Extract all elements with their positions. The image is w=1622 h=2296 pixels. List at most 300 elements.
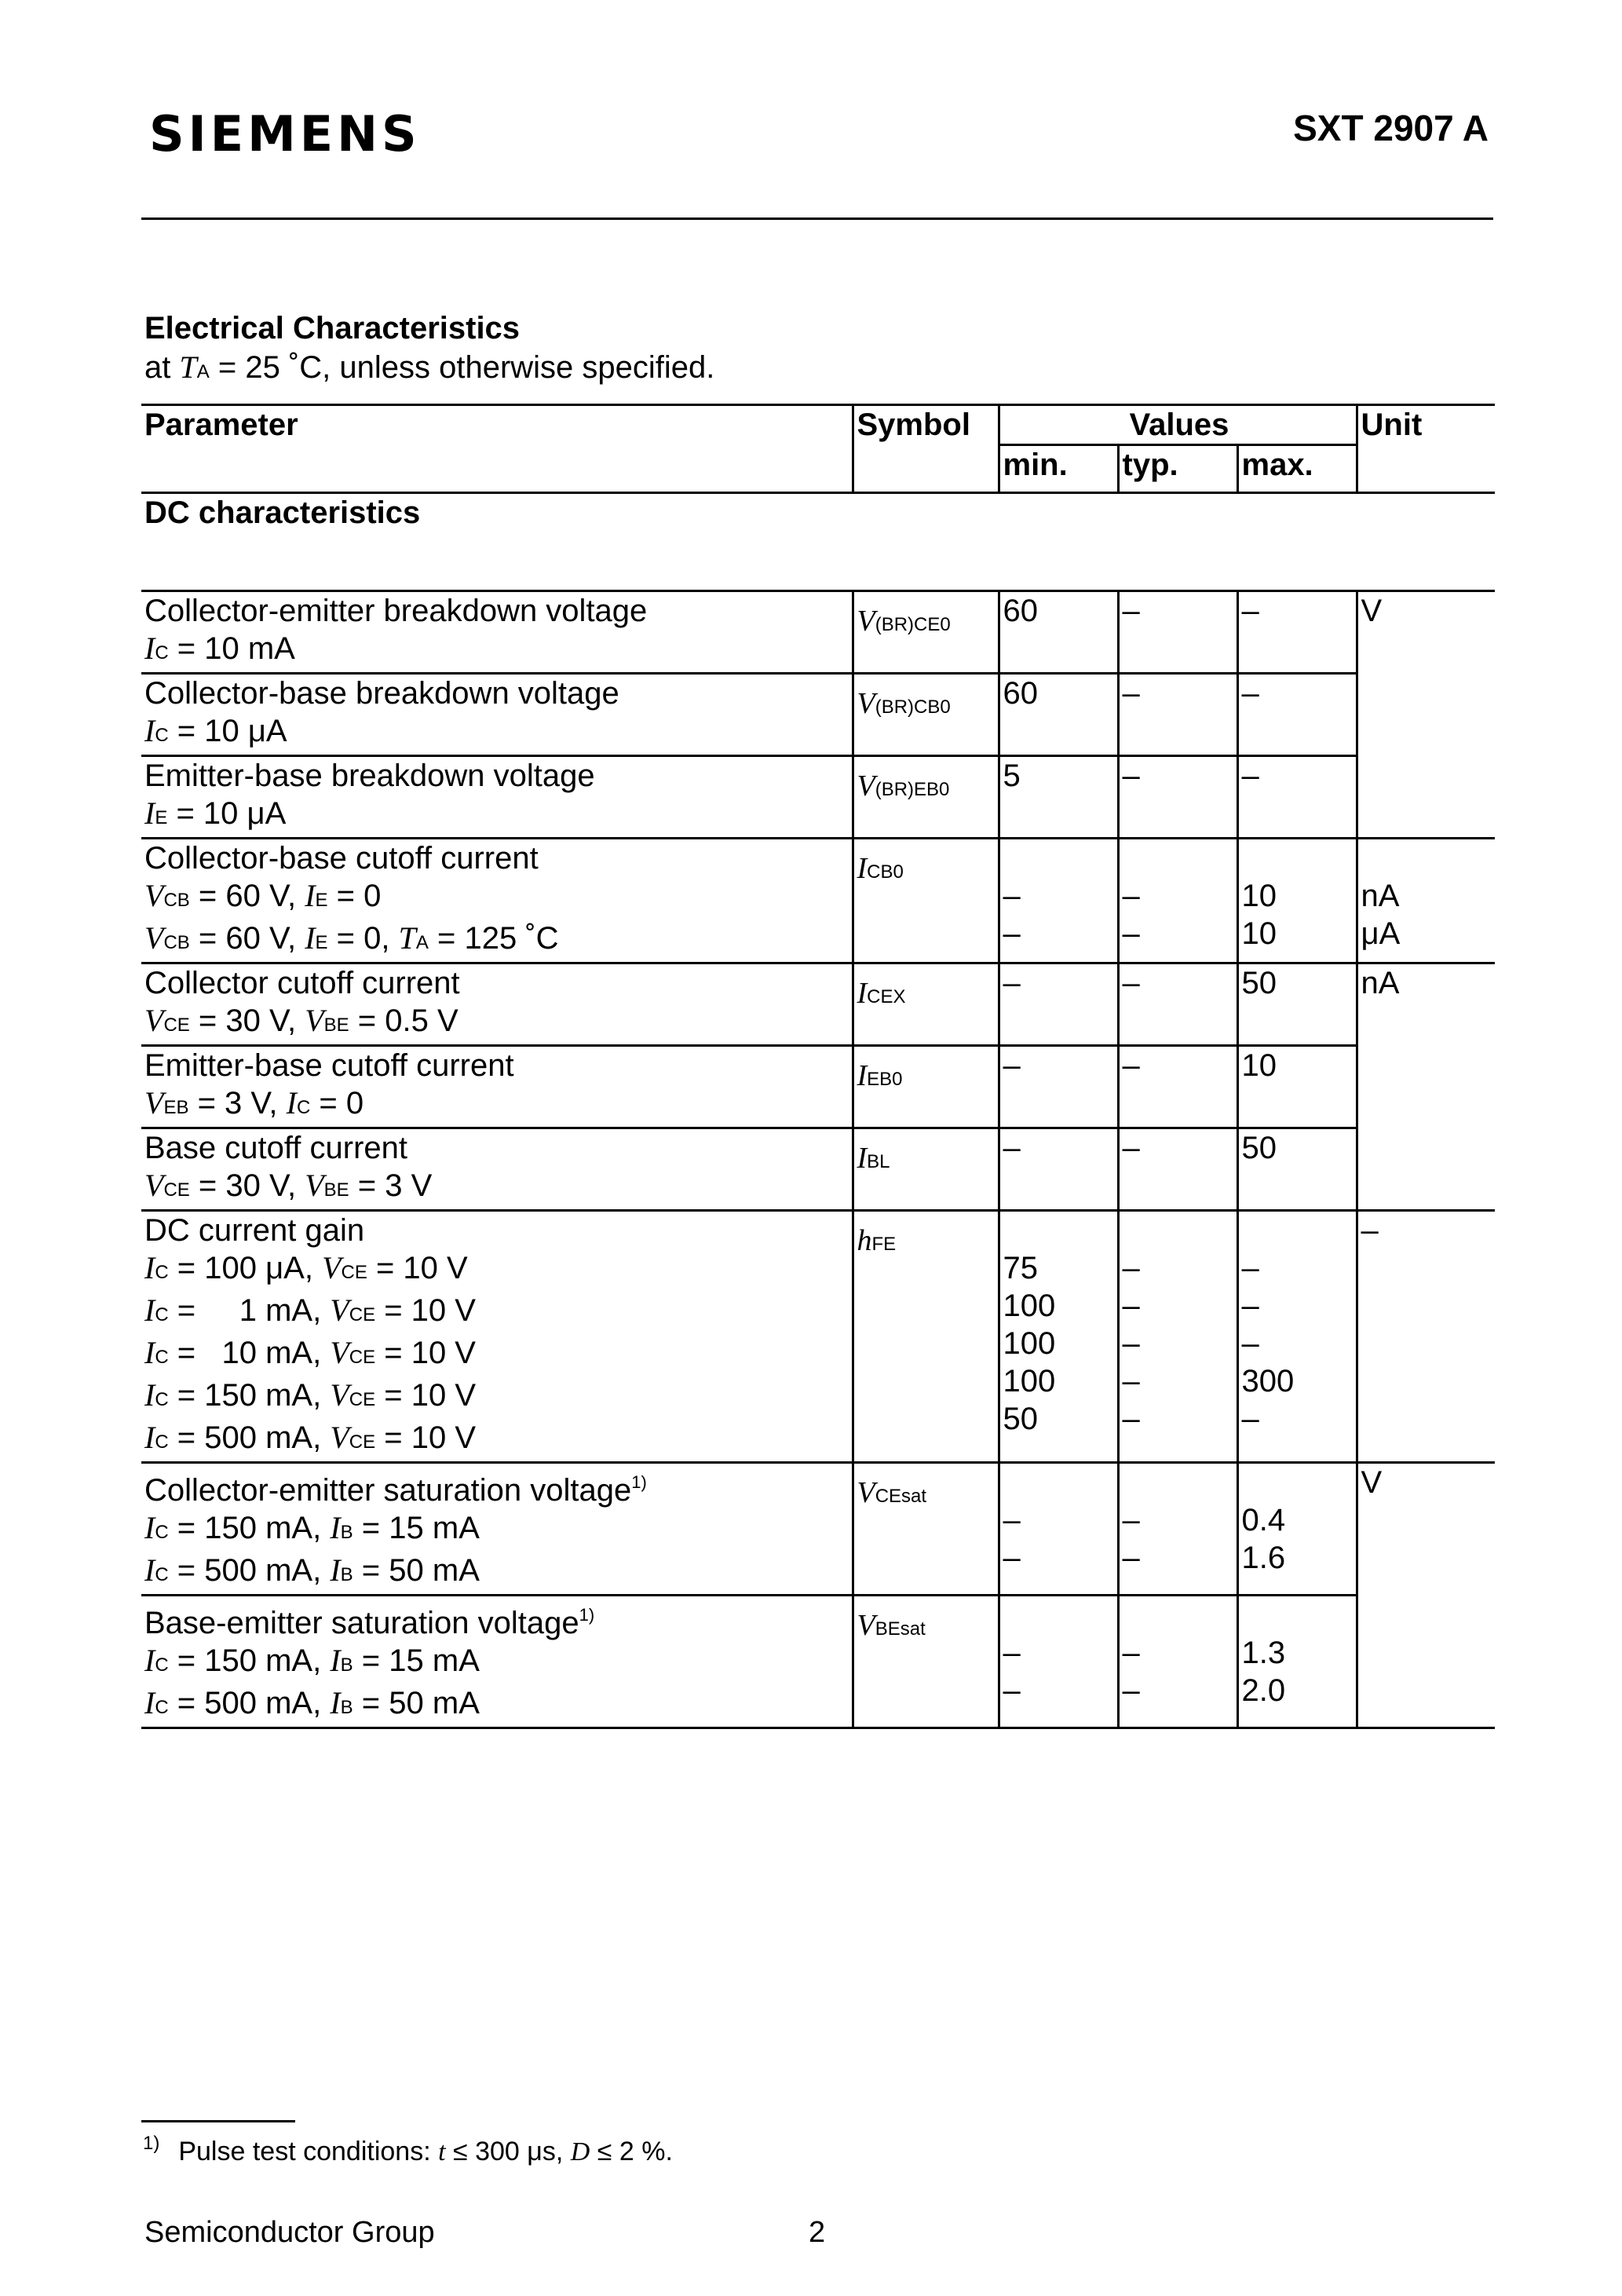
- min-cell: [999, 963, 1118, 1046]
- value-line: [1003, 1464, 1117, 1501]
- text-run: –: [1122, 1673, 1140, 1708]
- value-line: [1003, 1672, 1117, 1709]
- value-line: [1123, 1400, 1237, 1438]
- max-cell: [1237, 1128, 1357, 1211]
- text-run: = 500 mA,: [168, 1686, 331, 1720]
- text-run: DC current gain: [144, 1213, 365, 1248]
- text-run: 10: [1241, 879, 1277, 913]
- header-symbol: Symbol: [853, 405, 999, 493]
- text-run: –: [1122, 676, 1140, 711]
- value-line: [1242, 915, 1356, 952]
- value-line: [1003, 839, 1117, 877]
- parameter-cell: [141, 963, 853, 1046]
- text-run: V: [305, 1003, 324, 1038]
- text-run: = 3 V,: [188, 1086, 287, 1121]
- value-line: [1003, 877, 1117, 915]
- parameter-name: [144, 592, 852, 630]
- text-run: –: [1361, 1213, 1379, 1248]
- min-cell: [999, 1463, 1118, 1596]
- text-run: –: [1122, 1636, 1140, 1670]
- text-run: 1): [579, 1605, 595, 1625]
- value-line: [1003, 1212, 1117, 1249]
- table-row: [141, 1046, 1495, 1128]
- cell-line: [144, 1084, 852, 1127]
- text-run: –: [1122, 1289, 1140, 1323]
- text-run: V: [857, 687, 875, 720]
- text-run: = 30 V,: [189, 1168, 305, 1203]
- text-run: (BR)CB0: [875, 696, 951, 718]
- cell-line: [144, 1167, 852, 1209]
- group-title: DC characteristics: [141, 493, 1495, 591]
- text-run: = 50 mA: [353, 1686, 480, 1720]
- text-run: –: [1241, 1251, 1259, 1285]
- parameter-cell: [141, 756, 853, 839]
- value-line: [1123, 1634, 1237, 1672]
- parameter-name: [144, 757, 852, 795]
- min-cell: [999, 756, 1118, 839]
- text-run: Emitter-base breakdown voltage: [144, 759, 595, 793]
- parameter-cell: [141, 1046, 853, 1128]
- min-cell: [999, 839, 1118, 963]
- text-run: –: [1241, 1326, 1259, 1361]
- text-run: V: [857, 770, 875, 803]
- value-line: [1123, 757, 1237, 795]
- max-cell: [1237, 1463, 1357, 1596]
- value-line: [1003, 1129, 1117, 1167]
- siemens-logo: SIEMENS: [149, 105, 421, 163]
- value-line: [1242, 1212, 1356, 1249]
- text-run: –: [1003, 1048, 1021, 1083]
- text-run: EB: [163, 1097, 189, 1118]
- text-run: C: [155, 1564, 169, 1585]
- typ-cell: [1118, 963, 1237, 1046]
- value-line: [1123, 877, 1237, 915]
- text-run: = 125 ˚C: [428, 921, 559, 956]
- cell-line: [144, 712, 852, 755]
- symbol-cell: [853, 1463, 999, 1596]
- unit-cell: [1357, 839, 1495, 963]
- table-row: [141, 1463, 1495, 1596]
- text-run: (BR)EB0: [875, 779, 950, 800]
- min-cell: [999, 674, 1118, 756]
- text-run: CE: [341, 1262, 367, 1283]
- text-run: I: [144, 1510, 155, 1545]
- text-run: C: [155, 1347, 169, 1368]
- text-run: = 50 mA: [353, 1553, 480, 1588]
- text-run: CE: [349, 1304, 376, 1325]
- text-run: I: [144, 1335, 155, 1370]
- cell-line: [144, 795, 852, 837]
- cell-line: [144, 1377, 852, 1419]
- header-unit: Unit: [1357, 405, 1495, 493]
- value-line: [1003, 1249, 1117, 1287]
- cell-line: [144, 1292, 852, 1334]
- symbol-cell: [853, 1046, 999, 1128]
- unit-line: [1361, 964, 1496, 1002]
- parameter-cell: [141, 839, 853, 963]
- value-line: [1003, 1325, 1117, 1362]
- parameter-name: [144, 1129, 852, 1167]
- cell-line: [144, 1419, 852, 1461]
- text-run: I: [857, 1142, 868, 1175]
- text-run: = 150 mA,: [168, 1511, 331, 1545]
- text-run: = 1 mA,: [168, 1293, 331, 1328]
- symbol-cell: [853, 963, 999, 1046]
- text-run: 60: [1003, 594, 1038, 628]
- text-run: CE: [349, 1431, 376, 1453]
- electrical-characteristics-table: [141, 404, 1495, 1729]
- text-run: –: [1122, 1503, 1140, 1537]
- text-run: Base-emitter saturation voltage: [144, 1606, 579, 1640]
- symbol-cell: [853, 1128, 999, 1211]
- text-run: –: [1003, 1636, 1021, 1670]
- text-run: 10: [1241, 1048, 1277, 1083]
- footer-group: Semiconductor Group: [144, 2216, 435, 2249]
- text-run: = 150 mA,: [168, 1643, 331, 1678]
- min-cell: [999, 1128, 1118, 1211]
- max-cell: [1237, 1046, 1357, 1128]
- value-line: [1242, 1287, 1356, 1325]
- footnote: $^{1)}$ Pulse test conditions: t ≤ 300 μs, D ≤ 2 %.: [143, 2133, 673, 2166]
- text-run: = 15 mA: [353, 1511, 480, 1545]
- text-run: 5: [1003, 759, 1021, 793]
- text-run: BL: [867, 1151, 890, 1172]
- value-line: [1003, 1596, 1117, 1634]
- text-run: BEsat: [875, 1618, 926, 1640]
- text-run: I: [330, 1552, 341, 1588]
- text-run: nA: [1361, 879, 1400, 913]
- text-run: FE: [871, 1234, 897, 1255]
- text-run: B: [340, 1654, 353, 1676]
- value-line: [1242, 877, 1356, 915]
- text-run: C: [155, 1262, 169, 1283]
- unit-line: [1361, 915, 1496, 952]
- text-run: V: [144, 920, 164, 956]
- value-line: [1242, 1325, 1356, 1362]
- parameter-cell: [141, 591, 853, 674]
- part-number: SXT 2907 A: [1293, 108, 1489, 148]
- text-run: h: [857, 1224, 872, 1257]
- value-line: [1003, 1400, 1117, 1438]
- max-cell: [1237, 839, 1357, 963]
- text-run: 50: [1003, 1402, 1038, 1436]
- text-run: –: [1241, 1402, 1259, 1436]
- parameter-name: [144, 839, 852, 877]
- unit-cell: [1357, 1211, 1495, 1463]
- text-run: I: [144, 1685, 155, 1720]
- table-row: [141, 674, 1495, 756]
- max-cell: [1237, 591, 1357, 674]
- text-run: (BR)CE0: [875, 614, 951, 635]
- text-run: V: [857, 605, 875, 638]
- text-run: –: [1003, 1673, 1021, 1708]
- typ-cell: [1118, 1128, 1237, 1211]
- text-run: = 10 μA: [167, 796, 287, 831]
- text-run: = 0: [310, 1086, 364, 1121]
- value-line: [1003, 964, 1117, 1002]
- text-run: I: [857, 1059, 868, 1092]
- unit-cell: [1357, 591, 1495, 839]
- text-run: Collector-base cutoff current: [144, 841, 539, 876]
- text-run: I: [330, 1685, 341, 1720]
- text-run: –: [1003, 879, 1021, 913]
- text-run: 50: [1241, 1131, 1277, 1165]
- value-line: [1242, 1596, 1356, 1634]
- header-parameter: Parameter: [141, 405, 853, 493]
- symbol-cell: [853, 839, 999, 963]
- parameter-name: [144, 1047, 852, 1084]
- header-min: min.: [999, 445, 1118, 493]
- text-run: 1.3: [1241, 1636, 1286, 1670]
- parameter-name: [144, 1464, 852, 1509]
- text-run: CEX: [867, 986, 906, 1007]
- text-run: V: [857, 1476, 875, 1509]
- text-run: –: [1122, 1364, 1140, 1398]
- text-run: = 0.5 V: [349, 1004, 458, 1038]
- typ-cell: [1118, 756, 1237, 839]
- text-run: CE: [163, 1179, 190, 1201]
- text-run: –: [1003, 966, 1021, 1000]
- text-run: I: [144, 1552, 155, 1588]
- text-run: V: [1361, 1465, 1383, 1500]
- text-run: Base cutoff current: [144, 1131, 407, 1165]
- text-run: C: [155, 1697, 169, 1718]
- cell-line: [144, 1552, 852, 1594]
- text-run: CB: [163, 932, 190, 953]
- text-run: –: [1122, 1326, 1140, 1361]
- cell-line: [144, 1684, 852, 1727]
- cell-line: [144, 1509, 852, 1552]
- text-run: –: [1003, 916, 1021, 951]
- text-run: EB0: [867, 1069, 903, 1090]
- min-cell: [999, 1596, 1118, 1728]
- value-line: [1123, 1501, 1237, 1539]
- value-line: [1242, 1129, 1356, 1167]
- parameter-cell: [141, 1128, 853, 1211]
- text-run: –: [1003, 1131, 1021, 1165]
- parameter-cell: [141, 674, 853, 756]
- parameter-name: [144, 1596, 852, 1642]
- text-run: Collector-base breakdown voltage: [144, 676, 619, 711]
- text-run: V: [144, 1168, 164, 1203]
- text-run: nA: [1361, 966, 1400, 1000]
- text-run: CB0: [867, 861, 904, 883]
- symbol-cell: [853, 756, 999, 839]
- text-run: –: [1122, 879, 1140, 913]
- text-run: = 60 V,: [189, 921, 305, 956]
- parameter-cell: [141, 1596, 853, 1728]
- text-run: = 10 V: [375, 1293, 476, 1328]
- text-run: –: [1122, 1048, 1140, 1083]
- value-line: [1123, 1539, 1237, 1577]
- parameter-cell: [141, 1211, 853, 1463]
- text-run: I: [144, 1420, 155, 1455]
- value-line: [1003, 675, 1117, 712]
- typ-cell: [1118, 674, 1237, 756]
- text-run: CEsat: [875, 1486, 927, 1507]
- value-line: [1123, 1325, 1237, 1362]
- cell-line: [144, 1642, 852, 1684]
- text-run: 100: [1003, 1364, 1056, 1398]
- table-row: [141, 591, 1495, 674]
- text-run: –: [1122, 759, 1140, 793]
- value-line: [1003, 1287, 1117, 1325]
- value-line: [1242, 592, 1356, 630]
- text-run: Collector-emitter saturation voltage: [144, 1473, 632, 1508]
- text-run: 50: [1241, 966, 1277, 1000]
- table-row: [141, 1128, 1495, 1211]
- typ-cell: [1118, 1596, 1237, 1728]
- text-run: BE: [323, 1179, 349, 1201]
- unit-cell: [1357, 963, 1495, 1211]
- min-cell: [999, 1046, 1118, 1128]
- unit-line: [1361, 839, 1496, 877]
- max-cell: [1237, 674, 1357, 756]
- text-run: CE: [163, 1015, 190, 1036]
- max-cell: [1237, 756, 1357, 839]
- text-run: I: [144, 631, 155, 666]
- text-run: C: [155, 1654, 169, 1676]
- text-run: C: [155, 1522, 169, 1543]
- value-line: [1123, 1672, 1237, 1709]
- text-run: V: [1361, 594, 1383, 628]
- parameter-name: [144, 964, 852, 1002]
- text-run: V: [144, 878, 164, 913]
- text-run: = 10 mA: [168, 631, 295, 666]
- symbol-cell: [853, 1596, 999, 1728]
- value-line: [1123, 1129, 1237, 1167]
- text-run: I: [305, 920, 316, 956]
- value-line: [1242, 1249, 1356, 1287]
- text-run: V: [857, 1609, 875, 1642]
- text-run: B: [340, 1522, 353, 1543]
- value-line: [1242, 675, 1356, 712]
- text-run: 75: [1003, 1251, 1038, 1285]
- value-line: [1003, 1501, 1117, 1539]
- text-run: I: [857, 852, 868, 885]
- text-run: –: [1241, 676, 1259, 711]
- page-number: 2: [809, 2216, 826, 2249]
- text-run: = 15 mA: [353, 1643, 480, 1678]
- table-row: [141, 1211, 1495, 1463]
- text-run: = 0: [327, 879, 382, 913]
- text-run: E: [315, 890, 328, 911]
- max-cell: [1237, 1211, 1357, 1463]
- text-run: C: [155, 1431, 169, 1453]
- table-row: [141, 839, 1495, 963]
- value-line: [1123, 1362, 1237, 1400]
- text-run: = 3 V: [349, 1168, 433, 1203]
- cell-line: [144, 1249, 852, 1292]
- unit-line: [1361, 877, 1496, 915]
- text-run: = 10 V: [375, 1420, 476, 1455]
- value-line: [1123, 1287, 1237, 1325]
- typ-cell: [1118, 1463, 1237, 1596]
- text-run: I: [857, 977, 868, 1010]
- text-run: 10: [1241, 916, 1277, 951]
- text-run: 100: [1003, 1289, 1056, 1323]
- table-header-row: [141, 405, 1495, 445]
- text-run: = 60 V,: [189, 879, 305, 913]
- text-run: C: [155, 642, 169, 664]
- value-line: [1242, 1464, 1356, 1501]
- value-line: [1242, 1047, 1356, 1084]
- value-line: [1242, 1400, 1356, 1438]
- value-line: [1003, 1539, 1117, 1577]
- text-run: = 500 mA,: [168, 1553, 331, 1588]
- table-row: [141, 756, 1495, 839]
- text-run: I: [144, 795, 155, 831]
- text-run: V: [144, 1003, 164, 1038]
- cell-line: [144, 630, 852, 672]
- value-line: [1123, 1212, 1237, 1249]
- unit-line: [1361, 1212, 1496, 1249]
- symbol-cell: [853, 674, 999, 756]
- text-run: I: [144, 1377, 155, 1413]
- text-run: 1.6: [1241, 1541, 1286, 1575]
- typ-cell: [1118, 591, 1237, 674]
- value-line: [1003, 757, 1117, 795]
- group-row: [141, 493, 1495, 591]
- text-run: 100: [1003, 1326, 1056, 1361]
- text-run: I: [305, 878, 316, 913]
- text-run: B: [340, 1697, 353, 1718]
- unit-line: [1361, 592, 1496, 630]
- value-line: [1123, 675, 1237, 712]
- value-line: [1123, 915, 1237, 952]
- value-line: [1003, 915, 1117, 952]
- parameter-name: [144, 675, 852, 712]
- min-cell: [999, 591, 1118, 674]
- text-run: 60: [1003, 676, 1038, 711]
- symbol-cell: [853, 1211, 999, 1463]
- text-run: T: [398, 920, 416, 956]
- text-run: –: [1241, 759, 1259, 793]
- parameter-name: [144, 1212, 852, 1249]
- value-line: [1123, 1047, 1237, 1084]
- text-run: V: [330, 1335, 349, 1370]
- text-run: I: [144, 1292, 155, 1328]
- text-run: E: [315, 932, 328, 953]
- text-run: = 10 V: [375, 1336, 476, 1370]
- text-run: –: [1122, 1402, 1140, 1436]
- table-row: [141, 963, 1495, 1046]
- cell-line: [144, 919, 852, 962]
- text-run: A: [415, 932, 429, 953]
- text-run: = 500 mA,: [168, 1420, 331, 1455]
- text-run: –: [1241, 1289, 1259, 1323]
- header-max: max.: [1237, 445, 1357, 493]
- text-run: –: [1122, 1131, 1140, 1165]
- text-run: BE: [323, 1015, 349, 1036]
- text-run: μA: [1361, 916, 1401, 951]
- typ-cell: [1118, 1046, 1237, 1128]
- text-run: –: [1003, 1503, 1021, 1537]
- value-line: [1123, 1249, 1237, 1287]
- text-run: I: [144, 1250, 155, 1285]
- text-run: –: [1241, 594, 1259, 628]
- text-run: = 10 μA: [168, 714, 287, 748]
- text-run: –: [1122, 1251, 1140, 1285]
- value-line: [1003, 1047, 1117, 1084]
- value-line: [1242, 964, 1356, 1002]
- header-rule: [141, 218, 1493, 220]
- value-line: [1123, 592, 1237, 630]
- text-run: V: [144, 1085, 164, 1121]
- text-run: = 30 V,: [189, 1004, 305, 1038]
- value-line: [1242, 1634, 1356, 1672]
- text-run: = 10 V: [367, 1251, 468, 1285]
